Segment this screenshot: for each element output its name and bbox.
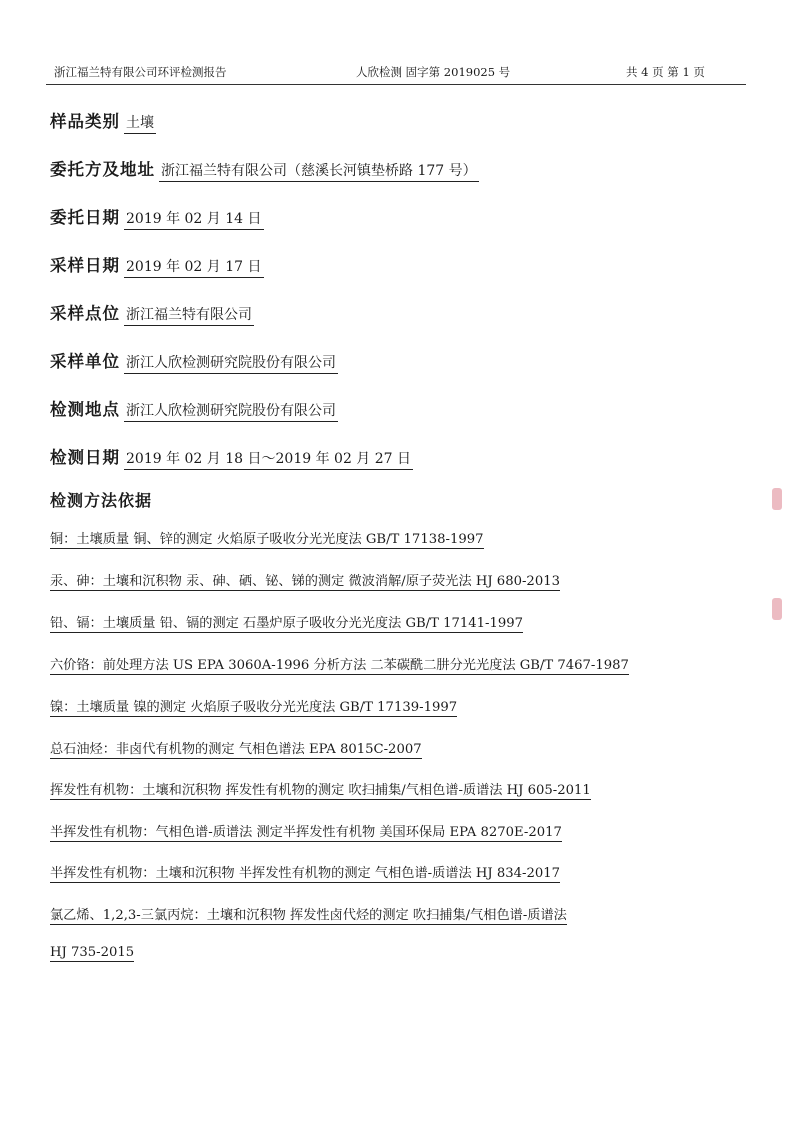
method-item: 铜：土壤质量 铜、锌的测定 火焰原子吸收分光光度法 GB/T 17138-1997 <box>50 528 484 549</box>
field-test-location <box>50 396 338 422</box>
method-item: HJ 735-2015 <box>50 945 135 960</box>
field-value: 2019 年 02 月 14 日 <box>124 208 264 230</box>
method-item: 半挥发性有机物：气相色谱-质谱法 测定半挥发性有机物 美国环保局 EPA 8270E-2017 <box>50 821 562 842</box>
field-value: 2019 年 02 月 17 日 <box>124 256 264 278</box>
method-item: 铅、镉：土壤质量 铅、镉的测定 石墨炉原子吸收分光光度法 GB/T 17141-1997 <box>50 612 523 633</box>
method-item: 六价铬：前处理方法 US EPA 3060A-1996 分析方法 二苯碳酰二肼分光光度法 GB/T 7467-1987 <box>50 654 629 675</box>
field-label: 采样日期 <box>50 256 120 275</box>
page-header <box>46 62 746 85</box>
field-commission-date <box>50 204 264 230</box>
field-sampling-unit <box>50 348 338 374</box>
header-report-number: 人欣检测 固字第 2019025 号 <box>356 65 511 79</box>
seal-edge-mark <box>772 598 782 620</box>
field-value: 浙江人欣检测研究院股份有限公司 <box>124 352 338 374</box>
field-value: 浙江人欣检测研究院股份有限公司 <box>124 400 338 422</box>
field-sample-category <box>50 108 156 134</box>
field-value: 土壤 <box>124 112 156 134</box>
field-sampling-date <box>50 252 264 278</box>
field-test-date <box>50 444 413 470</box>
method-item: 总石油烃：非卤代有机物的测定 气相色谱法 EPA 8015C-2007 <box>50 738 422 759</box>
field-sampling-site <box>50 300 254 326</box>
method-item: 氯乙烯、1,2,3-三氯丙烷：土壤和沉积物 挥发性卤代烃的测定 吹扫捕集/气相色谱-质谱法 <box>50 904 567 925</box>
field-value: 浙江福兰特有限公司 <box>124 304 254 326</box>
field-client-address <box>50 156 479 182</box>
seal-edge-mark <box>772 488 782 510</box>
header-report-title: 浙江福兰特有限公司环评检测报告 <box>54 65 227 79</box>
field-value: 浙江福兰特有限公司（慈溪长河镇垫桥路 177 号） <box>159 160 479 182</box>
method-item: 镍：土壤质量 镍的测定 火焰原子吸收分光光度法 GB/T 17139-1997 <box>50 696 457 717</box>
field-label: 检测地点 <box>50 400 120 419</box>
header-page-count: 共 4 页 第 1 页 <box>626 65 705 79</box>
method-item: 半挥发性有机物：土壤和沉积物 半挥发性有机物的测定 气相色谱-质谱法 HJ 834-2017 <box>50 862 560 883</box>
field-label: 采样点位 <box>50 304 120 323</box>
method-item: 汞、砷：土壤和沉积物 汞、砷、硒、铋、锑的测定 微波消解/原子荧光法 HJ 680-2013 <box>50 570 560 591</box>
field-label: 采样单位 <box>50 352 120 371</box>
field-label: 委托日期 <box>50 208 120 227</box>
method-item: 挥发性有机物：土壤和沉积物 挥发性有机物的测定 吹扫捕集/气相色谱-质谱法 HJ 605-2011 <box>50 779 591 800</box>
field-label: 委托方及地址 <box>50 160 155 179</box>
field-label: 检测日期 <box>50 448 120 467</box>
field-label: 样品类别 <box>50 112 120 131</box>
methods-section-title: 检测方法依据 <box>50 491 153 510</box>
field-value: 2019 年 02 月 18 日～2019 年 02 月 27 日 <box>124 448 413 470</box>
